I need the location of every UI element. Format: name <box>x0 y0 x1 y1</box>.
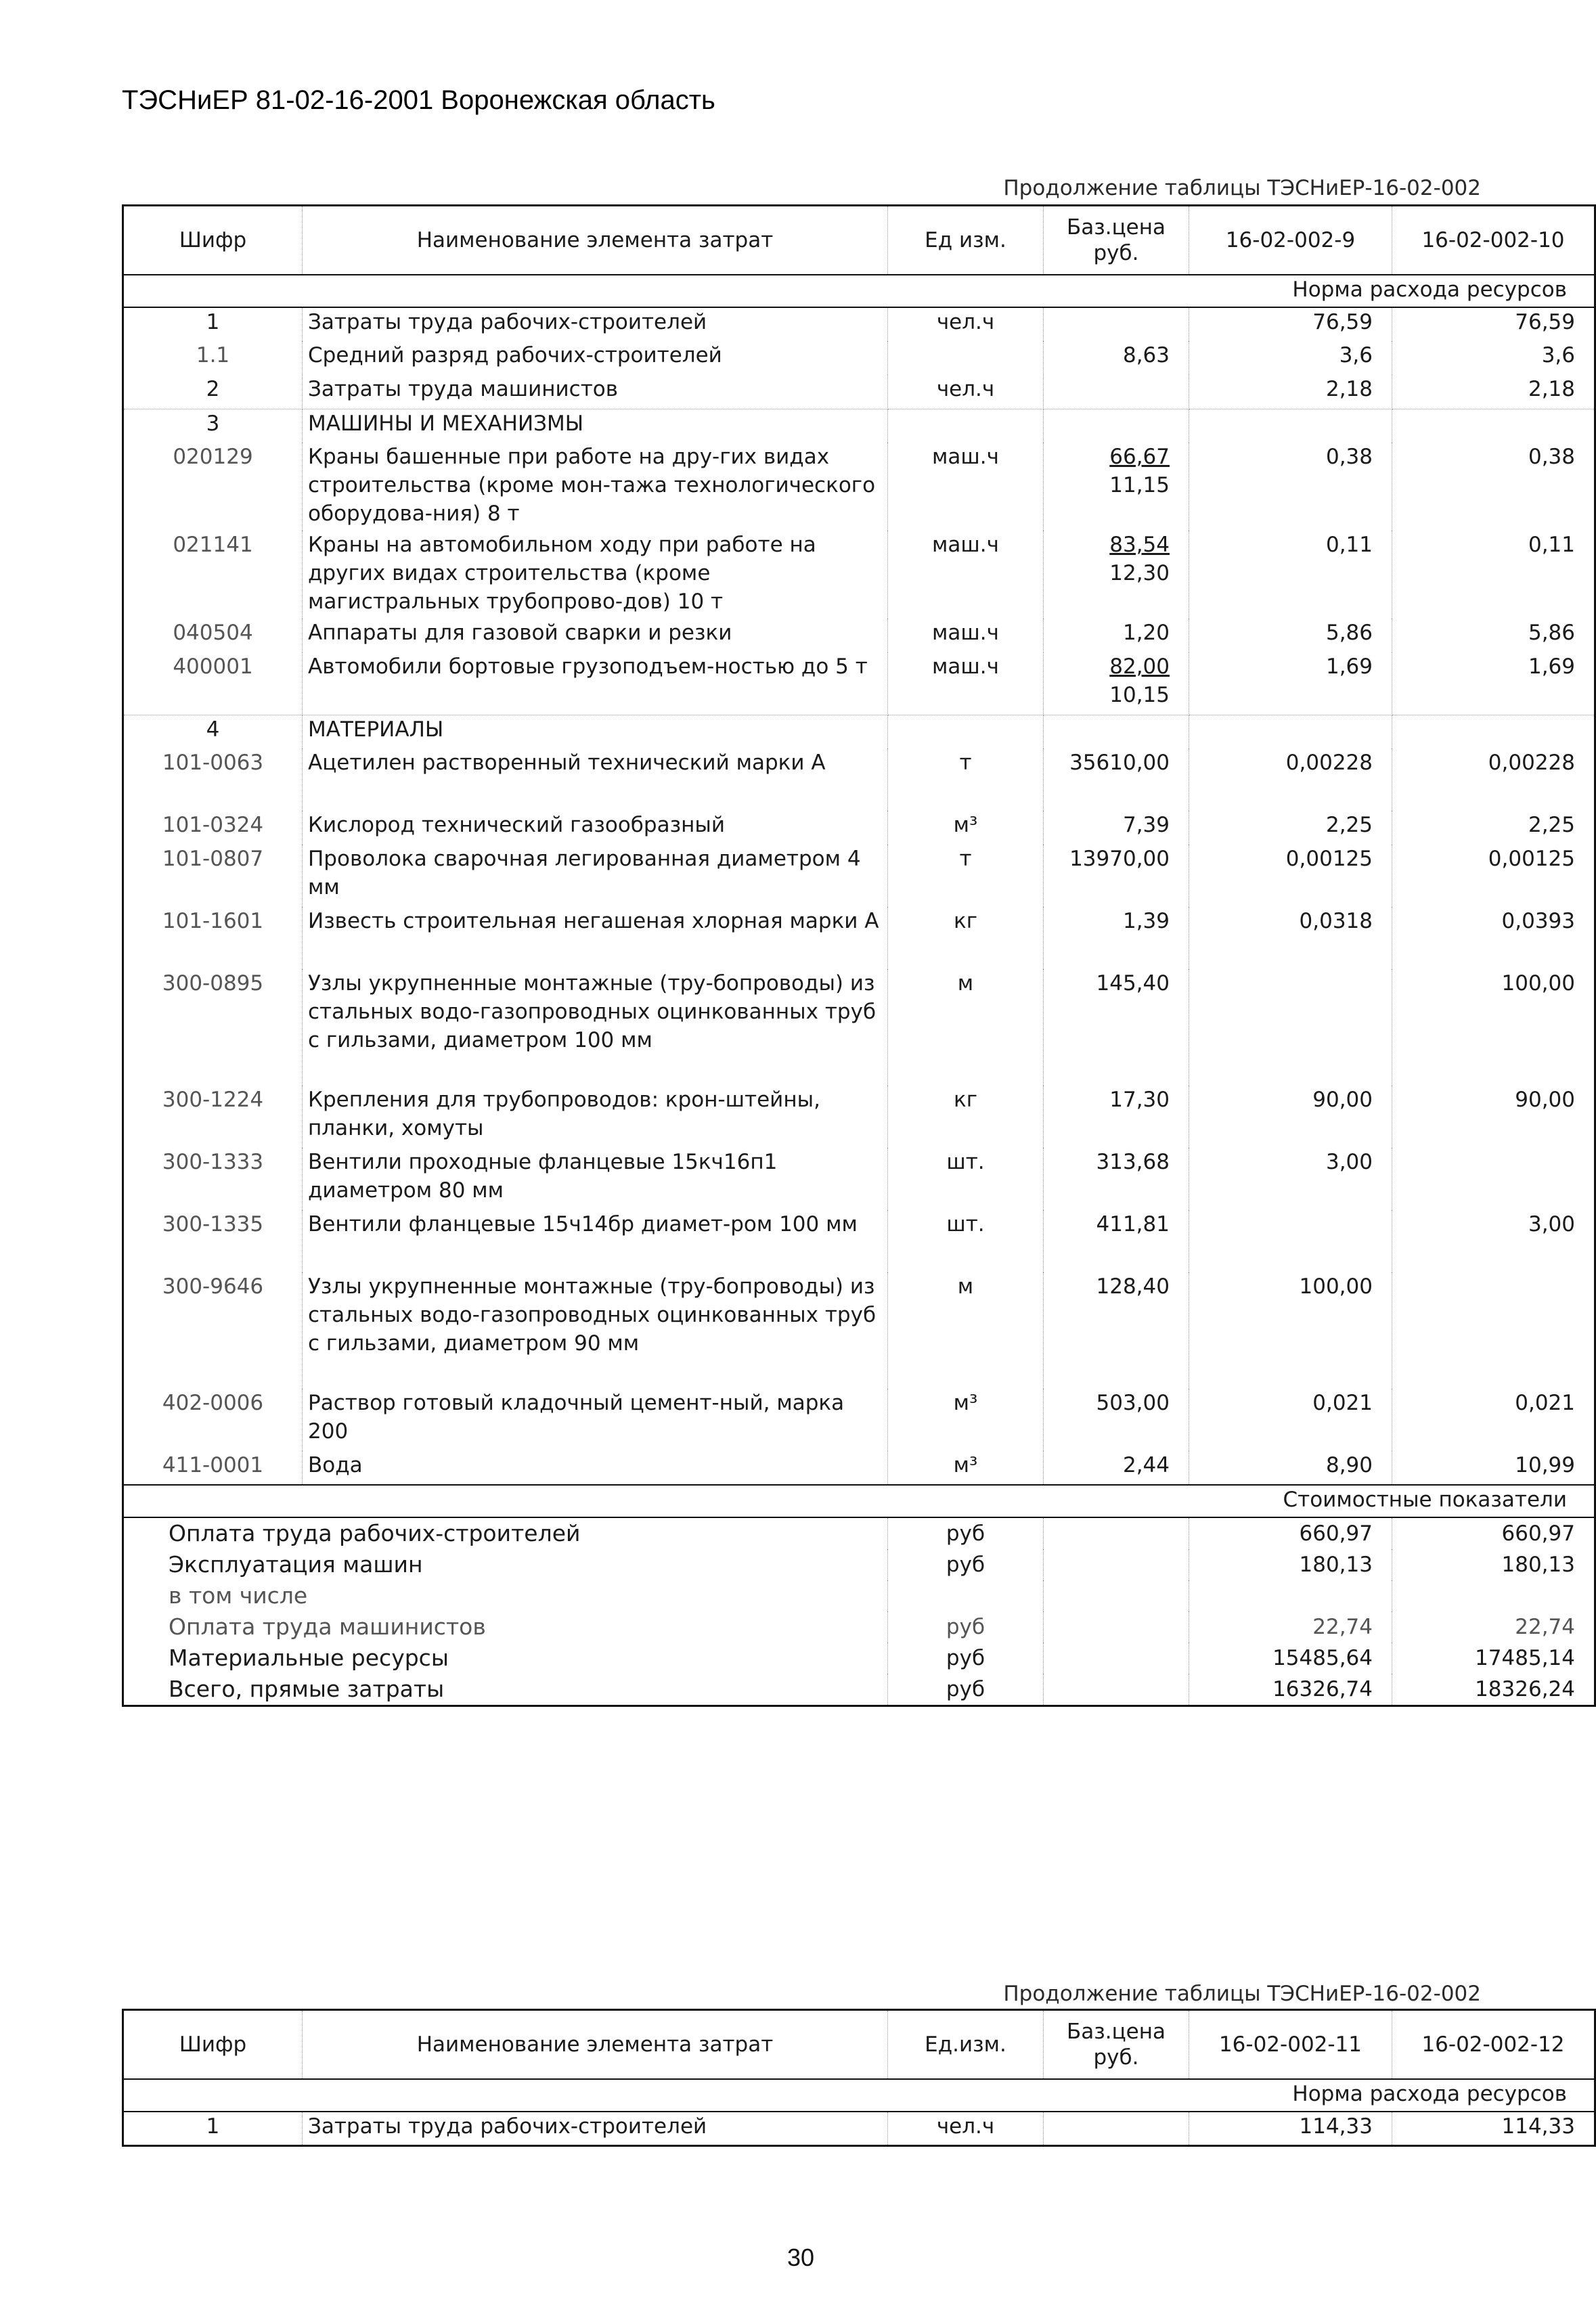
row-code: 101-0807 <box>123 845 303 907</box>
resource-table-continued <box>122 2009 1596 2147</box>
row-name: Вентили фланцевые 15ч14бр диамет-ром 100 мм <box>303 1210 888 1272</box>
row-value-col1: 0,00228 <box>1189 749 1392 811</box>
row-name: МАТЕРИАЛЫ <box>303 715 888 749</box>
row-value-col1 <box>1189 715 1392 749</box>
row-value-col1: 2,18 <box>1189 375 1392 409</box>
row-code: 101-1601 <box>123 907 303 969</box>
row-unit: чел.ч <box>888 2112 1044 2145</box>
header-unit: Ед.изм. <box>888 2010 1044 2080</box>
cost-row <box>123 1611 1595 1643</box>
row-code: 411-0001 <box>123 1451 303 1485</box>
row-code: 3 <box>123 409 303 443</box>
table-row <box>123 907 1595 969</box>
row-value-col2: 3,6 <box>1392 341 1595 375</box>
row-price: 13970,00 <box>1044 845 1189 907</box>
cost-value-col2 <box>1392 1580 1595 1611</box>
row-value-col2: 100,00 <box>1392 969 1595 1086</box>
cost-name: Материальные ресурсы <box>123 1643 888 1674</box>
table-row <box>123 375 1595 409</box>
row-unit: т <box>888 845 1044 907</box>
row-value-col2: 114,33 <box>1392 2112 1595 2145</box>
row-price <box>1044 443 1189 531</box>
table-row <box>123 811 1595 845</box>
row-name: Ацетилен растворенный технический марки А <box>303 749 888 811</box>
row-value-col2: 0,021 <box>1392 1389 1595 1451</box>
row-unit: чел.ч <box>888 307 1044 341</box>
header-code: Шифр <box>123 2010 303 2080</box>
row-price <box>1044 715 1189 749</box>
row-value-col1: 0,0318 <box>1189 907 1392 969</box>
row-value-col1: 0,38 <box>1189 443 1392 531</box>
row-value-col2: 76,59 <box>1392 307 1595 341</box>
row-name: Затраты труда машинистов <box>303 375 888 409</box>
row-unit: м³ <box>888 811 1044 845</box>
table-row <box>123 1451 1595 1485</box>
table-caption: Продолжение таблицы ТЭСНиЕР-16-02-002 <box>1003 1982 1481 2006</box>
cost-row <box>123 1643 1595 1674</box>
row-value-col1: 90,00 <box>1189 1086 1392 1148</box>
table-row <box>123 619 1595 652</box>
row-name: Узлы укрупненные монтажные (тру-бопроводы) из стальных водо-газопроводных оцинкованных труб с гильзами, диаметром 90 мм <box>303 1272 888 1389</box>
row-value-col2: 0,00125 <box>1392 845 1595 907</box>
header-price: Баз.цена руб. <box>1044 2010 1189 2080</box>
row-unit: маш.ч <box>888 443 1044 531</box>
row-code: 2 <box>123 375 303 409</box>
row-value-col1: 76,59 <box>1189 307 1392 341</box>
row-name: Автомобили бортовые грузоподъем-ностью до 5 т <box>303 652 888 715</box>
cost-price <box>1044 1611 1189 1643</box>
row-price-total: 83,54 <box>1109 533 1170 557</box>
cost-name: в том числе <box>123 1580 888 1611</box>
table-row <box>123 2112 1595 2145</box>
row-name: Краны башенные при работе на дру-гих видах строительства (кроме мон-тажа технологического оборудова-ния) 8 т <box>303 443 888 531</box>
row-price: 313,68 <box>1044 1148 1189 1210</box>
cost-row <box>123 1580 1595 1611</box>
table-header <box>123 206 1595 275</box>
table-row <box>123 1272 1595 1389</box>
header-name: Наименование элемента затрат <box>303 2010 888 2080</box>
row-code: 021141 <box>123 531 303 619</box>
cost-value-col2: 17485,14 <box>1392 1643 1595 1674</box>
row-value-col2 <box>1392 715 1595 749</box>
table-row <box>123 749 1595 811</box>
row-unit: шт. <box>888 1148 1044 1210</box>
header-col2: 16-02-002-12 <box>1392 2010 1595 2080</box>
header-col1: 16-02-002-9 <box>1189 206 1392 275</box>
table-row <box>123 1389 1595 1451</box>
row-value-col1: 1,69 <box>1189 652 1392 715</box>
row-code: 1.1 <box>123 341 303 375</box>
row-unit: чел.ч <box>888 375 1044 409</box>
row-value-col1: 8,90 <box>1189 1451 1392 1485</box>
row-price-machinist: 11,15 <box>1109 473 1170 497</box>
row-code: 101-0324 <box>123 811 303 845</box>
row-price: 35610,00 <box>1044 749 1189 811</box>
row-price: 128,40 <box>1044 1272 1189 1389</box>
cost-label: Стоимостные показатели <box>123 1485 1595 1517</box>
row-code: 4 <box>123 715 303 749</box>
cost-row <box>123 1549 1595 1580</box>
row-value-col2: 0,11 <box>1392 531 1595 619</box>
row-unit: кг <box>888 907 1044 969</box>
row-price: 17,30 <box>1044 1086 1189 1148</box>
row-name: Вентили проходные фланцевые 15кч16п1 диаметром 80 мм <box>303 1148 888 1210</box>
row-name: Вода <box>303 1451 888 1485</box>
row-unit: кг <box>888 1086 1044 1148</box>
cost-value-col2: 18326,24 <box>1392 1674 1595 1706</box>
row-unit: шт. <box>888 1210 1044 1272</box>
cost-value-col1: 180,13 <box>1189 1549 1392 1580</box>
cost-value-col2: 180,13 <box>1392 1549 1595 1580</box>
row-price <box>1044 409 1189 443</box>
row-price: 1,39 <box>1044 907 1189 969</box>
row-unit: м³ <box>888 1389 1044 1451</box>
row-code: 300-0895 <box>123 969 303 1086</box>
table-caption: Продолжение таблицы ТЭСНиЕР-16-02-002 <box>1003 176 1481 200</box>
row-unit <box>888 715 1044 749</box>
table-row <box>123 715 1595 749</box>
row-value-col1: 3,00 <box>1189 1148 1392 1210</box>
cost-name: Оплата труда рабочих-строителей <box>123 1517 888 1549</box>
cost-label-row <box>123 1485 1595 1517</box>
header-code: Шифр <box>123 206 303 275</box>
cost-value-col1: 16326,74 <box>1189 1674 1392 1706</box>
row-code: 400001 <box>123 652 303 715</box>
row-unit: маш.ч <box>888 619 1044 652</box>
row-code: 300-9646 <box>123 1272 303 1389</box>
row-name: Узлы укрупненные монтажные (тру-бопроводы) из стальных водо-газопроводных оцинкованных труб с гильзами, диаметром 100 мм <box>303 969 888 1086</box>
row-unit: м <box>888 1272 1044 1389</box>
row-code: 300-1224 <box>123 1086 303 1148</box>
row-value-col2: 1,69 <box>1392 652 1595 715</box>
row-name: Известь строительная негашеная хлорная марки А <box>303 907 888 969</box>
row-code: 101-0063 <box>123 749 303 811</box>
row-unit: маш.ч <box>888 652 1044 715</box>
cost-name: Оплата труда машинистов <box>123 1611 888 1643</box>
row-value-col2: 3,00 <box>1392 1210 1595 1272</box>
table-row <box>123 845 1595 907</box>
row-price-machinist: 10,15 <box>1109 683 1170 707</box>
row-price: 2,44 <box>1044 1451 1189 1485</box>
row-price <box>1044 2112 1189 2145</box>
row-name: Проволока сварочная легированная диаметром 4 мм <box>303 845 888 907</box>
cost-name: Эксплуатация машин <box>123 1549 888 1580</box>
row-value-col2: 90,00 <box>1392 1086 1595 1148</box>
row-unit: т <box>888 749 1044 811</box>
cost-unit: руб <box>888 1549 1044 1580</box>
cost-unit <box>888 1580 1044 1611</box>
row-price <box>1044 375 1189 409</box>
row-value-col2: 0,0393 <box>1392 907 1595 969</box>
row-code: 040504 <box>123 619 303 652</box>
row-value-col1 <box>1189 409 1392 443</box>
row-value-col1: 5,86 <box>1189 619 1392 652</box>
cost-price <box>1044 1643 1189 1674</box>
row-value-col1: 2,25 <box>1189 811 1392 845</box>
row-value-col1: 3,6 <box>1189 341 1392 375</box>
cost-value-col1: 22,74 <box>1189 1611 1392 1643</box>
norm-label: Норма расхода ресурсов <box>123 275 1595 307</box>
cost-unit: руб <box>888 1674 1044 1706</box>
cost-row <box>123 1517 1595 1549</box>
row-value-col2: 10,99 <box>1392 1451 1595 1485</box>
row-code: 300-1335 <box>123 1210 303 1272</box>
row-value-col1: 114,33 <box>1189 2112 1392 2145</box>
cost-value-col1: 15485,64 <box>1189 1643 1392 1674</box>
header-price: Баз.цена руб. <box>1044 206 1189 275</box>
row-unit: м <box>888 969 1044 1086</box>
table-row <box>123 969 1595 1086</box>
row-name: Средний разряд рабочих-строителей <box>303 341 888 375</box>
header-unit: Ед изм. <box>888 206 1044 275</box>
row-price <box>1044 652 1189 715</box>
row-name: Крепления для трубопроводов: крон-штейны, планки, хомуты <box>303 1086 888 1148</box>
table-row <box>123 652 1595 715</box>
header-name: Наименование элемента затрат <box>303 206 888 275</box>
row-value-col2 <box>1392 1272 1595 1389</box>
row-value-col2: 2,25 <box>1392 811 1595 845</box>
table-row <box>123 307 1595 341</box>
norm-label: Норма расхода ресурсов <box>123 2079 1595 2112</box>
cost-value-col2: 660,97 <box>1392 1517 1595 1549</box>
row-code: 020129 <box>123 443 303 531</box>
row-unit: маш.ч <box>888 531 1044 619</box>
row-name: МАШИНЫ И МЕХАНИЗМЫ <box>303 409 888 443</box>
row-price: 503,00 <box>1044 1389 1189 1451</box>
row-name: Затраты труда рабочих-строителей <box>303 307 888 341</box>
row-value-col1: 0,00125 <box>1189 845 1392 907</box>
row-price: 8,63 <box>1044 341 1189 375</box>
cost-price <box>1044 1549 1189 1580</box>
row-value-col2 <box>1392 409 1595 443</box>
table-header <box>123 2010 1595 2080</box>
row-code: 1 <box>123 307 303 341</box>
cost-price <box>1044 1580 1189 1611</box>
cost-name: Всего, прямые затраты <box>123 1674 888 1706</box>
row-value-col2: 0,00228 <box>1392 749 1595 811</box>
row-name: Раствор готовый кладочный цемент-ный, марка 200 <box>303 1389 888 1451</box>
row-price-machinist: 12,30 <box>1109 561 1170 585</box>
row-value-col1: 0,021 <box>1189 1389 1392 1451</box>
row-price: 7,39 <box>1044 811 1189 845</box>
table-row <box>123 1210 1595 1272</box>
cost-value-col1 <box>1189 1580 1392 1611</box>
page-number: 30 <box>787 2244 815 2271</box>
row-unit: м³ <box>888 1451 1044 1485</box>
row-value-col1: 0,11 <box>1189 531 1392 619</box>
row-value-col1 <box>1189 969 1392 1086</box>
row-price: 1,20 <box>1044 619 1189 652</box>
row-price-total: 66,67 <box>1109 445 1170 469</box>
header-col1: 16-02-002-11 <box>1189 2010 1392 2080</box>
cost-price <box>1044 1517 1189 1549</box>
row-value-col1 <box>1189 1210 1392 1272</box>
cost-value-col1: 660,97 <box>1189 1517 1392 1549</box>
row-unit <box>888 409 1044 443</box>
table-row <box>123 443 1595 531</box>
table-row <box>123 1086 1595 1148</box>
resource-table <box>122 204 1596 1707</box>
row-name: Кислород технический газообразный <box>303 811 888 845</box>
cost-unit: руб <box>888 1643 1044 1674</box>
table-row <box>123 341 1595 375</box>
row-name: Затраты труда рабочих-строителей <box>303 2112 888 2145</box>
row-price <box>1044 531 1189 619</box>
row-price: 411,81 <box>1044 1210 1189 1272</box>
row-value-col2 <box>1392 1148 1595 1210</box>
row-price: 145,40 <box>1044 969 1189 1086</box>
row-price-total: 82,00 <box>1109 654 1170 679</box>
cost-value-col2: 22,74 <box>1392 1611 1595 1643</box>
row-name: Аппараты для газовой сварки и резки <box>303 619 888 652</box>
norm-label-row <box>123 2079 1595 2112</box>
table-row <box>123 409 1595 443</box>
table-row <box>123 1148 1595 1210</box>
header-col2: 16-02-002-10 <box>1392 206 1595 275</box>
row-code: 1 <box>123 2112 303 2145</box>
row-code: 402-0006 <box>123 1389 303 1451</box>
cost-price <box>1044 1674 1189 1706</box>
row-code: 300-1333 <box>123 1148 303 1210</box>
cost-row <box>123 1674 1595 1706</box>
row-unit <box>888 341 1044 375</box>
row-value-col2: 2,18 <box>1392 375 1595 409</box>
document-title: ТЭСНиЕР 81-02-16-2001 Воронежская область <box>122 85 715 115</box>
row-name: Краны на автомобильном ходу при работе на других видах строительства (кроме магистральных трубопрово-дов) 10 т <box>303 531 888 619</box>
row-value-col2: 5,86 <box>1392 619 1595 652</box>
cost-unit: руб <box>888 1611 1044 1643</box>
cost-unit: руб <box>888 1517 1044 1549</box>
row-value-col1: 100,00 <box>1189 1272 1392 1389</box>
row-value-col2: 0,38 <box>1392 443 1595 531</box>
table-row <box>123 531 1595 619</box>
norm-label-row <box>123 275 1595 307</box>
row-price <box>1044 307 1189 341</box>
